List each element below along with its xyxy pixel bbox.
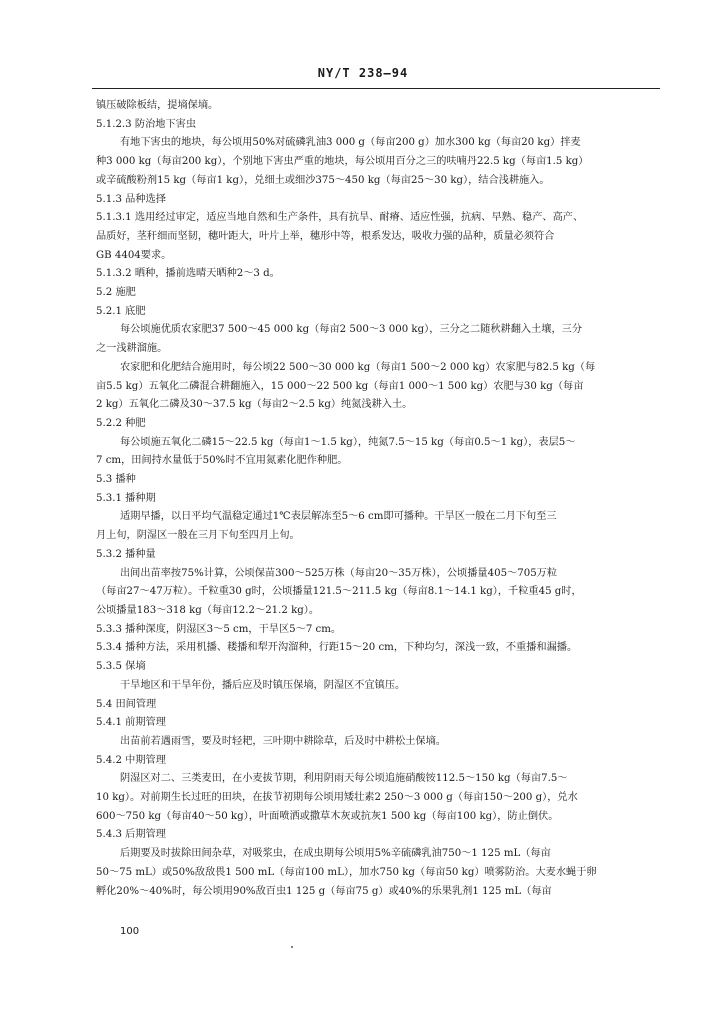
text-line: 50～75 mL）或50%敌敌畏1 500 mL（每亩100 mL），加水750 kg（每亩50 kg）喷雾防治。大麦水蝇于卵 bbox=[96, 866, 597, 878]
text-line: 600～750 kg（每亩40～50 kg），叶面喷洒或撒草木灰或抗灰1 500 kg（每亩100 kg），防止倒伏。 bbox=[96, 810, 559, 822]
text-line: 5.1.2.3 防治地下害虫 bbox=[96, 118, 197, 130]
text-line: 5.2.1 底肥 bbox=[96, 305, 146, 317]
text-line: 孵化20%～40%时，每公顷用90%敌百虫1 125 g（每亩75 g）或40%的乐果乳剂1 125 mL（每亩 bbox=[96, 885, 552, 897]
text-line: 种3 000 kg（每亩200 kg），个别地下害虫严重的地块，每公顷用百分之三的呋喃丹22.5 kg（每亩1.5 kg） bbox=[96, 156, 589, 168]
standard-code-header: NY/T 238—94 bbox=[317, 66, 409, 80]
text-line: 5.1.3 品种选择 bbox=[96, 193, 166, 205]
text-line: GB 4404要求。 bbox=[96, 249, 172, 261]
text-line: 5.4.1 前期管理 bbox=[96, 717, 166, 729]
header-rule bbox=[92, 88, 660, 89]
text-line: 公顷播量183～318 kg（每亩12.2～21.2 kg）。 bbox=[96, 604, 320, 616]
text-line: 7 cm，田间持水量低于50%时不宜用氮素化肥作种肥。 bbox=[96, 455, 348, 467]
text-line: 5.2.2 种肥 bbox=[96, 417, 146, 429]
text-line: 5.4.2 中期管理 bbox=[96, 754, 166, 766]
text-line: 之一浅耕溜施。 bbox=[96, 343, 168, 355]
text-line: 5.3.5 保墒 bbox=[96, 661, 146, 673]
text-line: 干旱地区和干旱年份，播后应及时镇压保墒，阴湿区不宜镇压。 bbox=[120, 679, 406, 691]
text-line: 农家肥和化肥结合施用时，每公顷22 500～30 000 kg（每亩1 500～2 000 kg）农家肥与82.5 kg（每 bbox=[120, 361, 596, 373]
text-line: 适期早播，以日平均气温稳定通过1℃表层解冻至5～6 cm即可播种。干旱区一般在二月下旬至三 bbox=[120, 511, 557, 523]
text-line: 5.3.4 播种方法，采用机播、耧播和犁开沟溜种，行距15～20 cm，下种均匀，深浅一致，不重播和漏播。 bbox=[96, 642, 578, 654]
text-line: 5.3.2 播种量 bbox=[96, 548, 156, 560]
scan-speck bbox=[291, 946, 293, 948]
text-line: 5.3 播种 bbox=[96, 474, 136, 486]
text-line: 5.3.3 播种深度，阴湿区3～5 cm，干旱区5～7 cm。 bbox=[96, 623, 342, 635]
text-line: 品质好，茎秆细而坚韧，穗叶距大，叶片上举，穗形中等，根系发达，吸收力强的品种，质量必须符合 bbox=[96, 230, 555, 242]
text-line: 出苗前若遇雨雪，要及时轻耙，三叶期中耕除草，后及时中耕松土保墒。 bbox=[120, 735, 446, 747]
text-line: 2 kg）五氧化二磷及30～37.5 kg（每亩2～2.5 kg）纯氮浅耕入土。 bbox=[96, 399, 413, 411]
text-line: 10 kg）。对前期生长过旺的田块，在拔节初期每公顷用矮壮素2 250～3 000 g（每亩150～200 g），兑水 bbox=[96, 792, 578, 804]
text-line: 后期要及时拔除田间杂草，对吸浆虫，在成虫期每公顷用5%辛硫磷乳油750～1 125 mL（每亩 bbox=[120, 848, 551, 860]
text-line: 5.2 施肥 bbox=[96, 287, 136, 299]
text-line: 镇压破除板结，提墒保墒。 bbox=[96, 100, 219, 111]
text-line: 5.1.3.2 晒种，播前选晴天晒种2～3 d。 bbox=[96, 268, 280, 280]
text-line: 每公顷施优质农家肥37 500～45 000 kg（每亩2 500～3 000 kg），三分之二随秋耕翻入土壤，三分 bbox=[120, 324, 583, 336]
text-line: 5.3.1 播种期 bbox=[96, 492, 156, 504]
text-line: 阴湿区对二、三类麦田，在小麦拔节期，利用阴雨天每公顷追施硝酸铵112.5～150 kg（每亩7.5～ bbox=[120, 773, 568, 785]
text-line: 每公顷施五氧化二磷15～22.5 kg（每亩1～1.5 kg），纯氮7.5～15 kg（每亩0.5～1 kg），表层5～ bbox=[120, 436, 576, 448]
page-number: 100 bbox=[120, 926, 140, 937]
text-line: 出间出苗率按75%计算，公顷保苗300～525万株（每亩20～35万株），公顷播量405～705万粒 bbox=[120, 567, 558, 579]
text-line: 月上旬，阴湿区一般在三月下旬至四月上旬。 bbox=[96, 530, 300, 542]
text-line: 5.1.3.1 选用经过审定，适应当地自然和生产条件，具有抗旱、耐瘠、适应性强，抗病、早熟、稳产、高产、 bbox=[96, 212, 584, 224]
text-line: 亩5.5 kg）五氧化二磷混合耕翻施入，15 000～22 500 kg（每亩1 000～1 500 kg）农肥与30 kg（每亩 bbox=[96, 380, 584, 392]
text-line: （每亩27～47万粒）。千粒重30 g时，公顷播量121.5～211.5 kg（每亩8.1～14.1 kg），千粒重45 g时， bbox=[96, 586, 582, 598]
text-line: 5.4 田间管理 bbox=[96, 698, 157, 710]
text-line: 或辛硫酸粉剂15 kg（每亩1 kg），兑细土或细沙375～450 kg（每亩25～30 kg），结合浅耕施入。 bbox=[96, 174, 550, 186]
text-line: 5.4.3 后期管理 bbox=[96, 829, 166, 841]
text-line: 有地下害虫的地块，每公顷用50%对硫磷乳油3 000 g（每亩200 g）加水300 kg（每亩20 kg）拌麦 bbox=[120, 137, 581, 149]
body-text bbox=[96, 97, 658, 901]
